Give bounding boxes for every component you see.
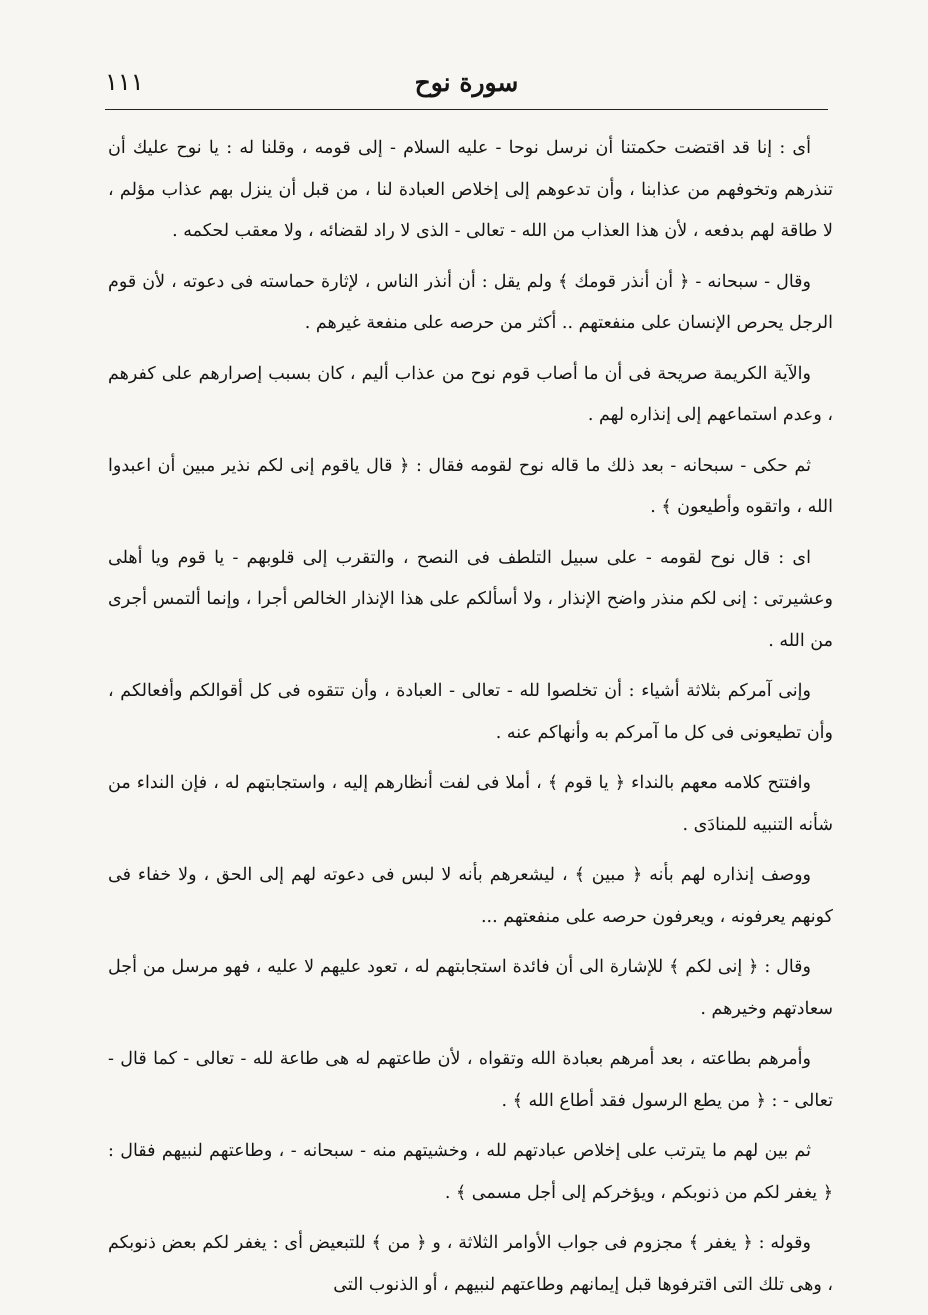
page-header (105, 62, 828, 110)
surah-title: سورة نوح (414, 68, 519, 97)
paragraph: وقال - سبحانه - ﴿ أن أنذر قومك ﴾ ولم يقل : أن أنذر الناس ، لإثارة حماسته فى دعوته ، لأن قوم الرجل يحرص الإنسان على منفعتهم .. أكثر من حرصه على منفعة غيرهم . (108, 271, 833, 333)
paragraph: وقال : ﴿ إنى لكم ﴾ للإشارة الى أن فائدة استجابتهم له ، تعود عليهم لا عليه ، فهو مرسل من أجل سعادتهم وخيرهم . (108, 957, 833, 1019)
paragraph: وافتتح كلامه معهم بالنداء ﴿ يا قوم ﴾ ، أملا فى لفت أنظارهم إليه ، واستجابتهم له ، فإن النداء من شأنه التنبيه للمنادَى . (108, 773, 833, 835)
paragraph: والآية الكريمة صريحة فى أن ما أصاب قوم نوح من عذاب أليم ، كان بسبب إصرارهم على كفرهم ، وعدم استماعهم إلى إنذاره لهم . (108, 363, 833, 425)
paragraph: وإنى آمركم بثلاثة أشياء : أن تخلصوا لله - تعالى - العبادة ، وأن تتقوه فى كل أقوالكم وأفعالكم ، وأن تطيعونى فى كل ما آمركم به وأنهاكم عنه . (108, 681, 833, 743)
page-number: ١١١ (105, 68, 144, 96)
paragraph: ثم حكى - سبحانه - بعد ذلك ما قاله نوح لقومه فقال : ﴿ قال ياقوم إنى لكم نذير مبين أن اعبدوا الله ، واتقوه وأطيعون ﴾ . (108, 455, 833, 517)
page-body (108, 128, 833, 1315)
paragraph: ووصف إنذاره لهم بأنه ﴿ مبين ﴾ ، ليشعرهم بأنه لا لبس فى دعوته لهم إلى الحق ، ولا خفاء فى كونهم يعرفونه ، ويعرفون حرصه على منفعتهم ... (108, 865, 833, 927)
header-rule (105, 109, 828, 110)
paragraph: أى : إنا قد اقتضت حكمتنا أن نرسل نوحا - عليه السلام - إلى قومه ، وقلنا له : يا نوح عليك أن تنذرهم وتخوفهم من عذابنا ، وأن تدعوهم إلى إخلاص العبادة لنا ، من قبل أن ينزل بهم عذاب مؤلم ، لا طاقة لهم بدفعه ، لأن هذا العذاب من الله - تعالى - الذى لا راد لقضائه ، ولا معقب لحكمه . (108, 138, 833, 241)
paragraph: وقوله : ﴿ يغفر ﴾ مجزوم فى جواب الأوامر الثلاثة ، و ﴿ من ﴾ للتبعيض أى : يغفر لكم بعض ذنوبكم ، وهى تلك التى اقترفوها قبل إيمانهم وطاعتهم لنبيهم ، أو الذنوب التى (108, 1233, 833, 1295)
paragraph: وأمرهم بطاعته ، بعد أمرهم بعبادة الله وتقواه ، لأن طاعتهم له هى طاعة لله - تعالى - كما قال - تعالى - : ﴿ من يطع الرسول فقد أطاع الله ﴾ . (108, 1049, 833, 1111)
paragraph: ثم بين لهم ما يترتب على إخلاص عبادتهم لله ، وخشيتهم منه - سبحانه - ، وطاعتهم لنبيهم فقال : ﴿ يغفر لكم من ذنوبكم ، ويؤخركم إلى أجل مسمى ﴾ . (108, 1141, 833, 1203)
paragraph: اى : قال نوح لقومه - على سبيل التلطف فى النصح ، والتقرب إلى قلوبهم - يا قوم ويا أهلى وعشيرتى : إنى لكم منذر واضح الإنذار ، ولا أسألكم على هذا الإنذار الخالص أجرا ، وإنما ألتمس أجرى من الله . (108, 547, 833, 651)
